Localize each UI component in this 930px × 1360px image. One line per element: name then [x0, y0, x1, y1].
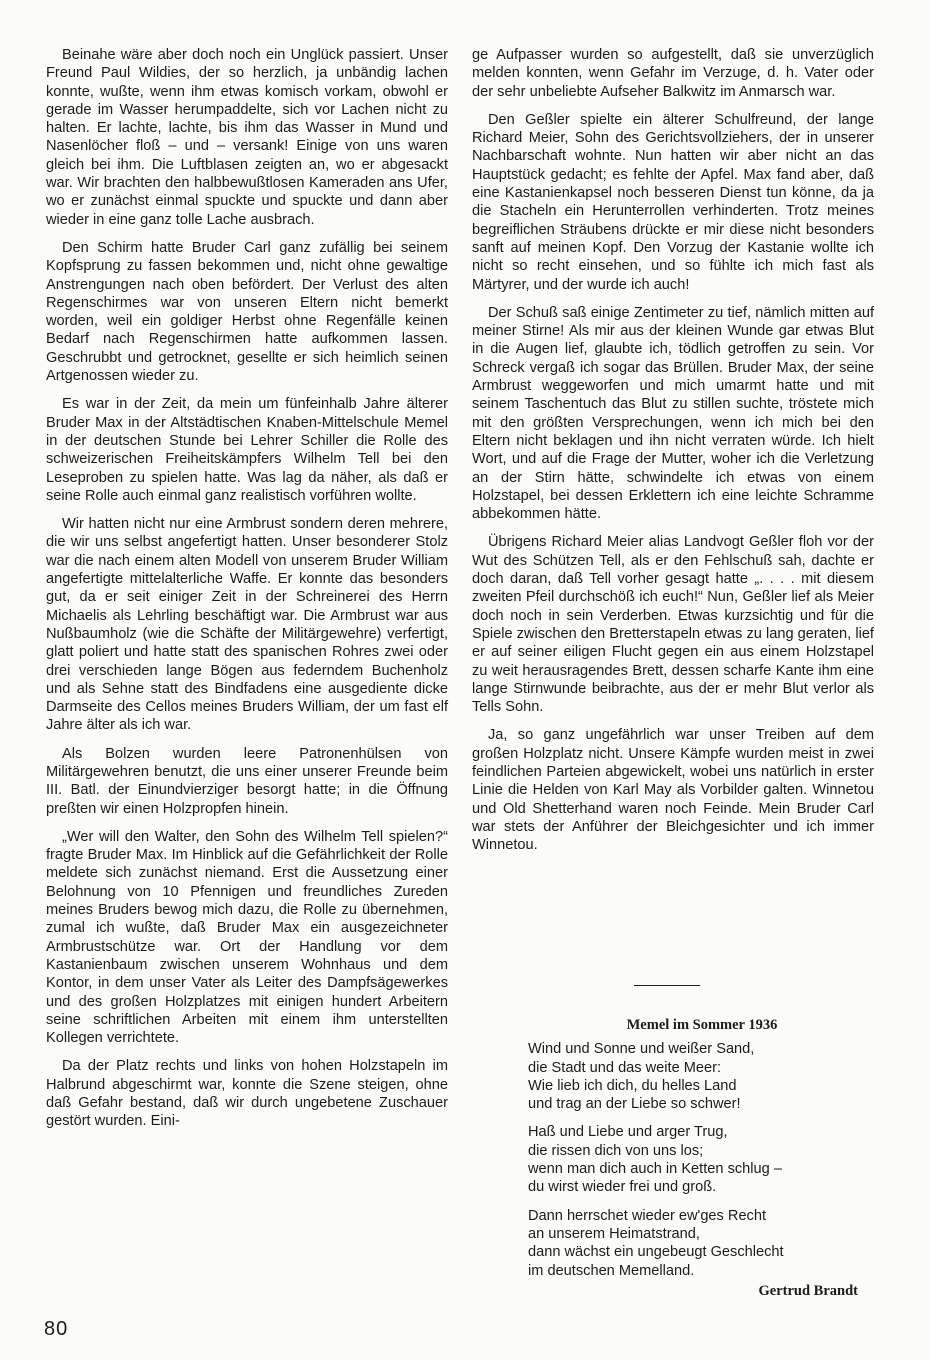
poem-stanza — [528, 1123, 858, 1196]
poem-line: die rissen dich von uns los; — [528, 1142, 704, 1159]
paragraph: „Wer will den Walter, den Sohn des Wilhelm Tell spielen?“ fragte Bruder Max. Im Hinblick auf die Gefährlichkeit der Rolle meldete sich zunächst niemand. Erst die Aussetzung einer Belohnung von 10 Pfennigen und freundliches Zureden meines Bruders bewog mich dazu, die Rolle zu übernehmen, zumal ich wußte, daß Bruder Max ein ausgezeichneter Armbrustschütze war. Ort der Handlung vor dem Kastanienbaum zwischen unserem Wohnhaus und dem Kontor, in dem unser Vater als Leiter des Dampfsägewerkes und des großen Holzplatzes mit einigen hundert Arbeitern seine schriftlichen Arbeiten mit einem ihm unterstellten Kollegen verrichtete. — [46, 828, 448, 1047]
poem-line: dann wächst ein ungebeugt Geschlecht — [528, 1244, 784, 1261]
left-column — [46, 46, 448, 1141]
poem-line: und trag an der Liebe so schwer! — [528, 1096, 741, 1113]
poem-line: im deutschen Memelland. — [528, 1262, 695, 1279]
paragraph: Den Geßler spielte ein älterer Schulfreund, der lange Richard Meier, Sohn des Gerichtsvollziehers, der in unserer Nachbarschaft wohnte. Nun hatten wir aber nicht an das Hauptstück gedacht; es fehlte der Apfel. Max fand aber, daß eine Kastanienkapsel noch besseren Dienst tun könne, da ja die Stacheln ein Herunterrollen verhinderten. Trotz meines begreiflichen Sträubens drückte er mir diese nicht besonders sanft auf meinen Kopf. Den Vorzug der Kastanie wollte ich nicht so recht einsehen, und so fühlte ich mich fast als Märtyrer, und der wurde ich auch! — [472, 111, 874, 293]
paragraph: Wir hatten nicht nur eine Armbrust sondern deren mehrere, die wir uns selbst angefertigt hatten. Unser besonderer Stolz war die nach einem alten Modell von unserem Bruder William angefertigte mittelalterliche Waffe. Er konnte das besonders gut, da er seit einiger Zeit in der Schreinerei des Herrn Michaelis als Lehrling beschäftigt war. Die Armbrust war aus Nußbaumholz (wie die Schäfte der Militärgewehre) verfertigt, glatt poliert und hatte statt des spanischen Rohres zwei oder drei verschieden lange Bögen aus federndem Buchenholz und als Sehne statt des Bindfadens eine ausgediente dicke Darmseite des Cellos meines Bruders William, der um fast elf Jahre älter als ich war. — [46, 516, 448, 734]
page-number: 80 — [44, 1318, 69, 1340]
right-column — [472, 46, 874, 864]
poem-author: Gertrud Brandt — [758, 1282, 858, 1299]
paragraph: Ja, so ganz ungefährlich war unser Treiben auf dem großen Holzplatz nicht. Unsere Kämpfe wurden meist in zwei feindlichen Parteien abgewickelt, wobei uns natürlich in erster Linie die Helden von Karl May als Vorbilder galten. Winnetou und Old Shetterhand waren noch Feinde. Mein Bruder Carl war stets der Anführer der Bleichgesichter und ich immer Winnetou. — [472, 727, 874, 854]
poem-line: du wirst wieder frei und groß. — [528, 1179, 717, 1196]
section-divider — [634, 985, 700, 986]
poem-stanza — [528, 1207, 858, 1280]
paragraph: Übrigens Richard Meier alias Landvogt Geßler floh vor der Wut des Schützen Tell, als er den Fehlschuß sah, dachte er doch daran, daß Tell vorher gesagt hatte „. . . . mit diesem zweiten Pfeil durchschöß ich euch!“ Nun, Geßler lief als Meier doch noch in sein Verderben. Etwas kurzsichtig und für die Spiele zwischen den Bretterstapeln etwas zu lang geraten, lief er auf seiner eiligen Flucht gegen ein aus einem Holzstapel zu weit herausragendes Brett, dessen scharfe Kante ihm eine lange Stirnwunde beibrachte, aus der er mehr Blut verlor als Tells Sohn. — [472, 534, 874, 716]
paragraph: Es war in der Zeit, da mein um fünfeinhalb Jahre älterer Bruder Max in der Altstädtischen Knaben-Mittelschule Memel in der deutschen Stunde bei Lehrer Schiller die Rolle des schweizerischen Freiheitskämpfers Wilhelm Tell bei den Leseproben zu spielen hatte. Was lag da näher, als daß er seine Rolle auch einmal ganz realistisch vorführen wollte. — [46, 396, 448, 504]
poem-line: Wind und Sonne und weißer Sand, — [528, 1041, 755, 1058]
poem-line: Dann herrschet wieder ew'ges Recht — [528, 1207, 767, 1224]
poem — [528, 1016, 858, 1300]
paragraph: Der Schuß saß einige Zentimeter zu tief, nämlich mitten auf meiner Stirne! Als mir aus der kleinen Wunde gar etwas Blut in die Augen lief, glaubte ich, tödlich getroffen zu sein. Vor Schreck vergaß ich sogar das Brüllen. Bruder Max, der seine Armbrust weggeworfen und mich umarmt hatte und mit seinem Taschentuch das Blut zu stillen suchte, tröstete mich mit den größten Versprechungen, wenn ich mich bei den Eltern nicht beklagen und ihn nicht verraten würde. Ich hielt Wort, und auf die Frage der Mutter, woher ich die Verletzung an der Stirn hätte, schwindelte ich etwas von einem Holzstapel, bei dessen Erklettern ich eine leichte Schramme abbekommen hätte. — [472, 304, 874, 523]
paragraph: Beinahe wäre aber doch noch ein Unglück passiert. Unser Freund Paul Wildies, der so herzlich, ja unbändig lachen konnte, wußte, wenn ihm etwas komisch vorkam, obwohl er gerade im Wasser herumpaddelte, sich vor Lachen nicht zu halten. Er lachte, lachte, bis ihm das Wasser in Mund und Nasenlöcher floß – und – versank! Einige von uns waren gleich bei ihm. Die Luftblasen zeigten an, wo er abgesackt war. Wir brachten den halbbewußtlosen Kameraden ans Ufer, wo er zunächst einmal spuckte und spuckte und dann aber wieder in eine ganz tolle Lache ausbrach. — [46, 47, 448, 228]
poem-line: Haß und Liebe und arger Trug, — [528, 1124, 728, 1141]
poem-line: die Stadt und das weite Meer: — [528, 1059, 722, 1076]
poem-stanza — [528, 1040, 858, 1113]
poem-line: Wie lieb ich dich, du helles Land — [528, 1077, 737, 1094]
paragraph: Den Schirm hatte Bruder Carl ganz zufällig bei seinem Kopfsprung zu fassen bekommen und, nicht ohne gewaltige Anstrengungen nach oben befördert. Der Verlust des alten Regenschirmes war von unseren Eltern nicht bemerkt worden, weil ein goldiger Herbst ohne Regenfälle keinen Bedarf nach Regenschirmen hatte aufkommen lassen. Geschrubbt und getrocknet, gesellte er sich heimlich seinen Artgenossen wieder zu. — [46, 239, 448, 385]
paragraph: Als Bolzen wurden leere Patronenhülsen von Militärgewehren benutzt, die uns einer unserer Freunde beim III. Batl. der Einundvierziger besorgt hatte; in die Öffnung preßten wir einen Holzpropfen hinein. — [46, 745, 448, 817]
paragraph: ge Aufpasser wurden so aufgestellt, daß sie unverzüglich melden konnten, wenn Gefahr im Verzuge, d. h. Vater oder der sehr unbeliebte Aufseher Balkwitz im Anmarsch war. — [472, 47, 874, 100]
paragraph: Da der Platz rechts und links von hohen Holzstapeln im Halbrund abgeschirmt war, konnte die Szene steigen, ohne daß Gefahr bestand, daß wir durch ungebetene Zuschauer gestört wurden. Eini- — [46, 1058, 448, 1130]
poem-line: an unserem Heimatstrand, — [528, 1225, 700, 1242]
poem-line: wenn man dich auch in Ketten schlug – — [528, 1161, 782, 1178]
poem-title: Memel im Sommer 1936 — [626, 1017, 778, 1033]
